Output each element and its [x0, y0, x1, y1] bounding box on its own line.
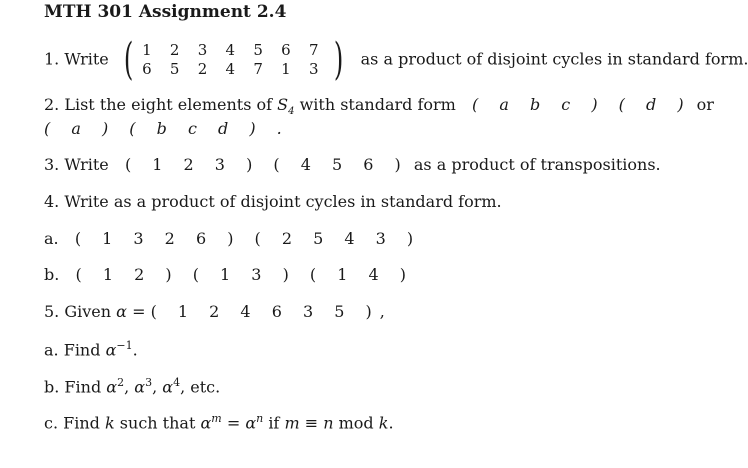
question-4: 4. Write as a product of disjoint cycles in standard form. — [44, 192, 502, 211]
q2-form-1: ( a b c ) ( d ) — [472, 95, 692, 114]
q2-text-2: with standard form — [299, 95, 456, 114]
q2-text: 2. List the eight elements of — [44, 95, 273, 114]
question-2-line-1 — [44, 95, 714, 117]
question-1 — [44, 34, 748, 85]
q5a-label: a. Find — [44, 340, 101, 360]
left-paren: ( — [123, 34, 134, 85]
q2-or: or — [696, 95, 714, 114]
question-5a: a. Find $\alpha^{-1}$. — [44, 339, 138, 360]
page-title: MTH 301 Assignment 2.4 — [44, 2, 287, 22]
q3-text-after: as a product of transpositions. — [413, 155, 661, 174]
q2-symbol: $S_4$ — [277, 95, 295, 118]
q4b-label: b. — [44, 265, 60, 284]
q2-form-2: ( a ) ( b c d ) . — [44, 119, 290, 138]
q5b-label: b. Find — [44, 377, 102, 397]
right-paren: ) — [334, 34, 344, 85]
q1-text-after: as a product of disjoint cycles in standard form. — [360, 49, 748, 69]
question-5b: b. Find $\alpha^2$, $\alpha^3$, $\alpha^4$, etc. — [44, 376, 221, 397]
q5-cycle: ( 1 2 4 6 3 5 ), — [150, 302, 393, 321]
q5-alpha: α — [116, 302, 127, 321]
question-3 — [44, 155, 661, 174]
q4b-cycles: ( 1 2 ) ( 1 3 ) ( 1 4 ) — [75, 265, 414, 284]
question-4a — [44, 229, 421, 248]
q5a-alpha: α — [105, 340, 117, 360]
q5a-exponent: −1 — [116, 339, 133, 352]
question-2-line-2 — [44, 119, 290, 138]
q1-text-before: Write — [64, 49, 109, 69]
q3-text: 3. Write — [44, 155, 109, 174]
q4a-label: a. — [44, 229, 59, 248]
question-5c: c. Find k such that $\alpha^m = \alpha^n$ if m ≡ n mod k. — [44, 412, 394, 433]
question-5 — [44, 302, 393, 321]
perm-top-row: 1 2 3 4 5 6 7 — [142, 41, 326, 59]
permutation-matrix — [120, 34, 348, 85]
perm-bottom-row: 6 5 2 4 7 1 3 — [142, 60, 326, 78]
question-4b — [44, 265, 414, 284]
q5-eq: = — [132, 302, 146, 321]
q3-cycles: ( 1 2 3 ) ( 4 5 6 ) — [124, 155, 409, 174]
q4a-cycles: ( 1 3 2 6 ) ( 2 5 4 3 ) — [74, 229, 422, 248]
q1-number: 1. — [44, 49, 60, 69]
q5-text: 5. Given — [44, 302, 112, 321]
